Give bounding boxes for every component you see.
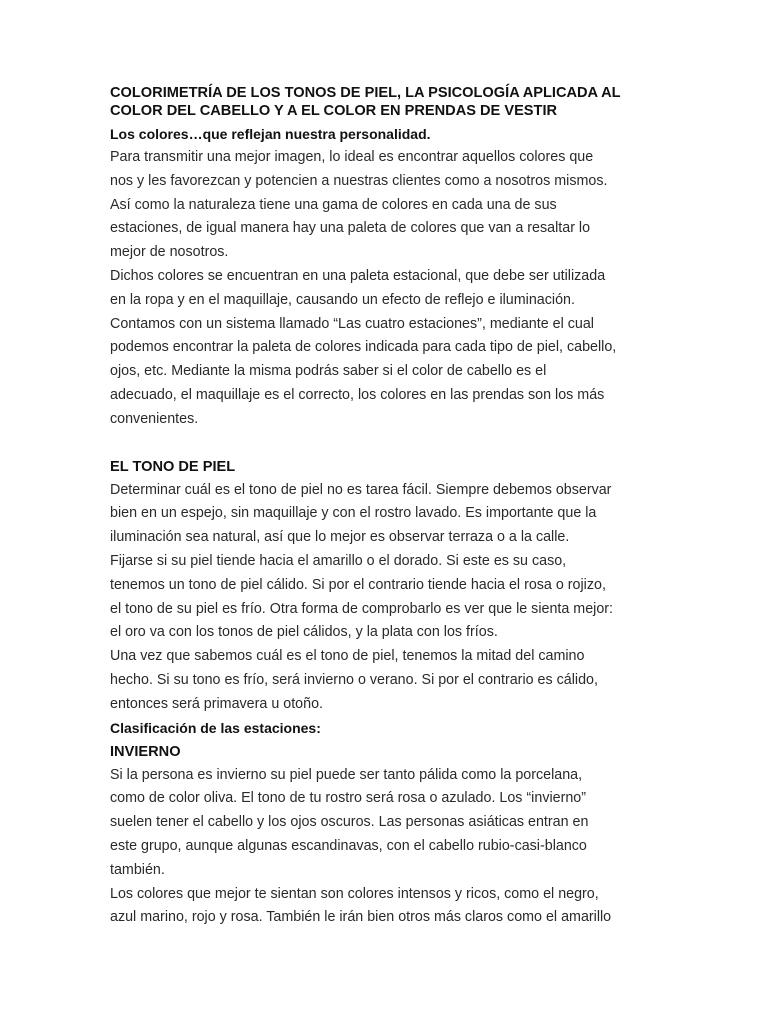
text-line: como de color oliva. El tono de tu rostro será rosa o azulado. Los “invierno” bbox=[110, 790, 587, 807]
text-line: entonces será primavera u otoño. bbox=[110, 695, 323, 712]
text-line: el oro va con los tonos de piel cálidos, y la plata con los fríos. bbox=[110, 624, 498, 641]
text-line: Fijarse si su piel tiende hacia el amarillo o el dorado. Si este es su caso, bbox=[110, 552, 567, 569]
text-line: estaciones, de igual manera hay una paleta de colores que van a resaltar lo bbox=[110, 220, 591, 237]
text-line: adecuado, el maquillaje es el correcto, los colores en las prendas son los más bbox=[110, 386, 605, 403]
title-line-2: COLOR DEL CABELLO Y A EL COLOR EN PRENDAS DE VESTIR bbox=[110, 103, 558, 119]
paragraph-gap bbox=[110, 432, 670, 455]
text-line: convenientes. bbox=[110, 410, 199, 427]
text-line: en la ropa y en el maquillaje, causando un efecto de reflejo e iluminación. bbox=[110, 291, 575, 308]
text-line: tenemos un tono de piel cálido. Si por el contrario tiende hacia el rosa o rojizo, bbox=[110, 576, 606, 593]
text-line: Una vez que sabemos cuál es el tono de piel, tenemos la mitad del camino bbox=[110, 648, 585, 665]
invierno-paragraphs bbox=[110, 764, 670, 931]
subtitle: Los colores…que reflejan nuestra personalidad. bbox=[110, 126, 431, 142]
text-line: Para transmitir una mejor imagen, lo ideal es encontrar aquellos colores que bbox=[110, 149, 594, 165]
text-line: este grupo, aunque algunas escandinavas, con el cabello rubio-casi-blanco bbox=[110, 837, 587, 854]
text-line: Contamos con un sistema llamado “Las cuatro estaciones”, mediante el cual bbox=[110, 315, 594, 332]
text-line: Los colores que mejor te sientan son colores intensos y ricos, como el negro, bbox=[110, 885, 599, 902]
text-line: iluminación sea natural, así que lo mejor es observar terraza o a la calle. bbox=[110, 529, 570, 546]
text-line: Si la persona es invierno su piel puede ser tanto pálida como la porcelana, bbox=[110, 766, 583, 783]
text-line: suelen tener el cabello y los ojos oscuros. Las personas asiáticas entran en bbox=[110, 814, 589, 831]
section-heading-invierno: INVIERNO bbox=[110, 743, 181, 760]
intro-paragraphs bbox=[110, 146, 670, 432]
text-line: mejor de nosotros. bbox=[110, 244, 229, 261]
text-line: podemos encontrar la paleta de colores indicada para cada tipo de piel, cabello, bbox=[110, 339, 617, 356]
text-line: nos y les favorezcan y potencien a nuestras clientes como a nosotros mismos. bbox=[110, 172, 608, 189]
text-line: hecho. Si su tono es frío, será invierno o verano. Si por el contrario es cálido, bbox=[110, 671, 598, 688]
section-heading-clasificacion: Clasificación de las estaciones: bbox=[110, 719, 321, 736]
title-line-1: COLORIMETRÍA DE LOS TONOS DE PIEL, LA PSICOLOGÍA APLICADA AL bbox=[110, 85, 621, 101]
text-line: Determinar cuál es el tono de piel no es tarea fácil. Siempre debemos observar bbox=[110, 481, 612, 498]
text-line: Así como la naturaleza tiene una gama de colores en cada una de sus bbox=[110, 196, 557, 213]
tono-paragraphs bbox=[110, 479, 670, 717]
text-line: azul marino, rojo y rosa. También le irán bien otros más claros como el amarillo bbox=[110, 909, 612, 926]
text-line: también. bbox=[110, 861, 165, 878]
text-line: ojos, etc. Mediante la misma podrás saber si el color de cabello es el bbox=[110, 363, 547, 380]
section-heading-tono-de-piel: EL TONO DE PIEL bbox=[110, 458, 236, 475]
text-line: bien en un espejo, sin maquillaje y con el rostro lavado. Es importante que la bbox=[110, 505, 597, 522]
text-line: Dichos colores se encuentran en una paleta estacional, que debe ser utilizada bbox=[110, 267, 606, 284]
document-body bbox=[110, 84, 670, 930]
document-title bbox=[110, 84, 670, 120]
text-line: el tono de su piel es frío. Otra forma de comprobarlo es ver que le sienta mejor: bbox=[110, 600, 614, 617]
